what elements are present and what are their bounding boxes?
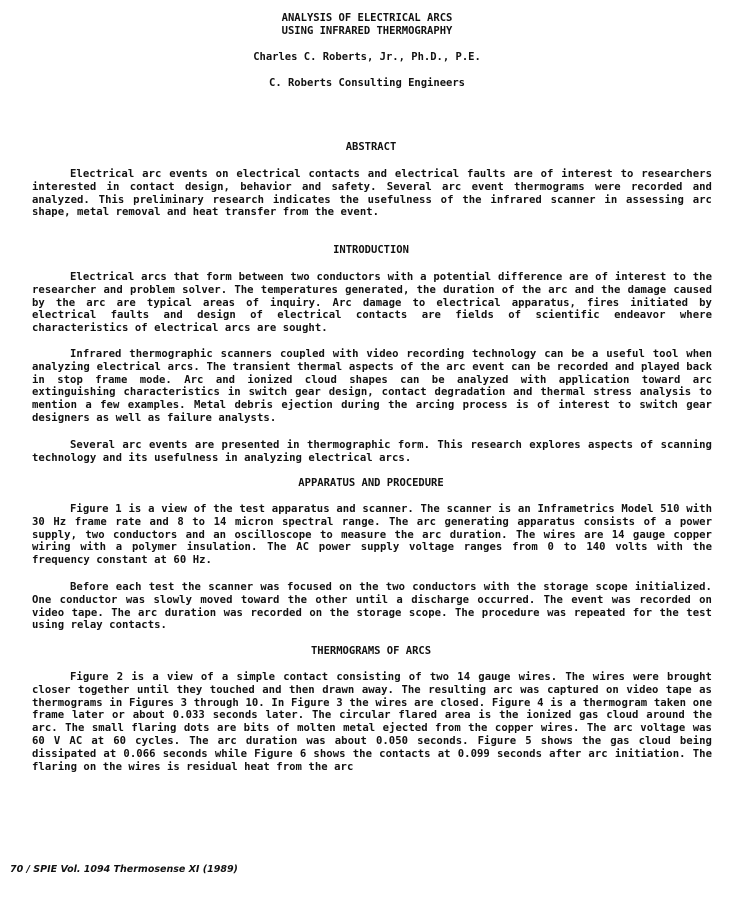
introduction-paragraph-2: Infrared thermographic scanners coupled with video recording technology can be a useful tool when analyzing electrical arcs. The transient thermal aspects of the arc event can be recorded and played back in stop frame mode. Arc and ionized cloud shapes can be analyzed with application toward arc extinguishing characteristics in switch gear design, contact degradation and thermal stress analysis to mention a few examples. Metal debris ejection during the arcing process is of interest to switch gear designers as well as failure analysts. — [32, 348, 712, 424]
apparatus-paragraph-2: Before each test the scanner was focused on the two conductors with the storage scope initialized. One conductor was slowly moved toward the other until a discharge occurred. The event was recorded on video tape. The arc duration was recorded on the storage scope. The procedure was repeated for the test using relay contacts. — [32, 581, 712, 632]
apparatus-paragraph-1: Figure 1 is a view of the test apparatus and scanner. The scanner is an Inframetrics Model 510 with 30 Hz frame rate and 8 to 14 micron spectral range. The arc generating apparatus consists of a power supply, two conductors and an oscilloscope to measure the arc duration. The wires are 14 gauge copper wiring with a polymer insulation. The AC power supply voltage ranges from 0 to 140 volts with the frequency constant at 60 Hz. — [32, 503, 712, 567]
abstract-text: Electrical arc events on electrical contacts and electrical faults are of interest to researchers interested in contact design, behavior and safety. Several arc event thermograms were recorded and analyzed. This preliminary research indicates the usefulness of the infrared scanner in assessing arc shape, metal removal and heat transfer from the event. — [32, 168, 712, 219]
author-affiliation: C. Roberts Consulting Engineers — [269, 77, 465, 89]
author-name: Charles C. Roberts, Jr., Ph.D., P.E. — [253, 51, 481, 63]
abstract-heading: ABSTRACT — [345, 141, 397, 153]
introduction-heading: INTRODUCTION — [333, 244, 409, 256]
apparatus-heading: APPARATUS AND PROCEDURE — [298, 477, 444, 489]
introduction-paragraph-3: Several arc events are presented in thermographic form. This research explores aspects of scanning technology and its usefulness in analyzing electrical arcs. — [32, 439, 712, 464]
paper-title-line-1: ANALYSIS OF ELECTRICAL ARCS — [281, 12, 453, 24]
introduction-paragraph-1: Electrical arcs that form between two conductors with a potential difference are of interest to the researcher and problem solver. The temperatures generated, the duration of the arc and the damage caused by the arc are typical areas of inquiry. Arc damage to electrical apparatus, fires initiated by electrical faults and design of electrical contacts are fields of scientific endeavor where characteristics of electrical arcs are sought. — [32, 271, 712, 335]
page-footer-citation: 70 / SPIE Vol. 1094 Thermosense XI (1989) — [10, 864, 238, 875]
thermograms-heading: THERMOGRAMS OF ARCS — [310, 645, 432, 657]
paper-title-line-2: USING INFRARED THERMOGRAPHY — [281, 25, 453, 37]
thermograms-paragraph-1: Figure 2 is a view of a simple contact consisting of two 14 gauge wires. The wires were brought closer together until they touched and then drawn away. The resulting arc was captured on video tape as thermograms in Figures 3 through 10. In Figure 3 the wires are closed. Figure 4 is a thermogram taken one frame later or about 0.033 seconds later. The circular flared area is the ionized gas cloud around the arc. The small flaring dots are bits of molten metal ejected from the copper wires. The arc voltage was 60 V AC at 60 cycles. The arc duration was about 0.050 seconds. Figure 5 shows the gas cloud being dissipated at 0.066 seconds while Figure 6 shows the contacts at 0.099 seconds after arc initiation. The flaring on the wires is residual heat from the arc — [32, 671, 712, 773]
